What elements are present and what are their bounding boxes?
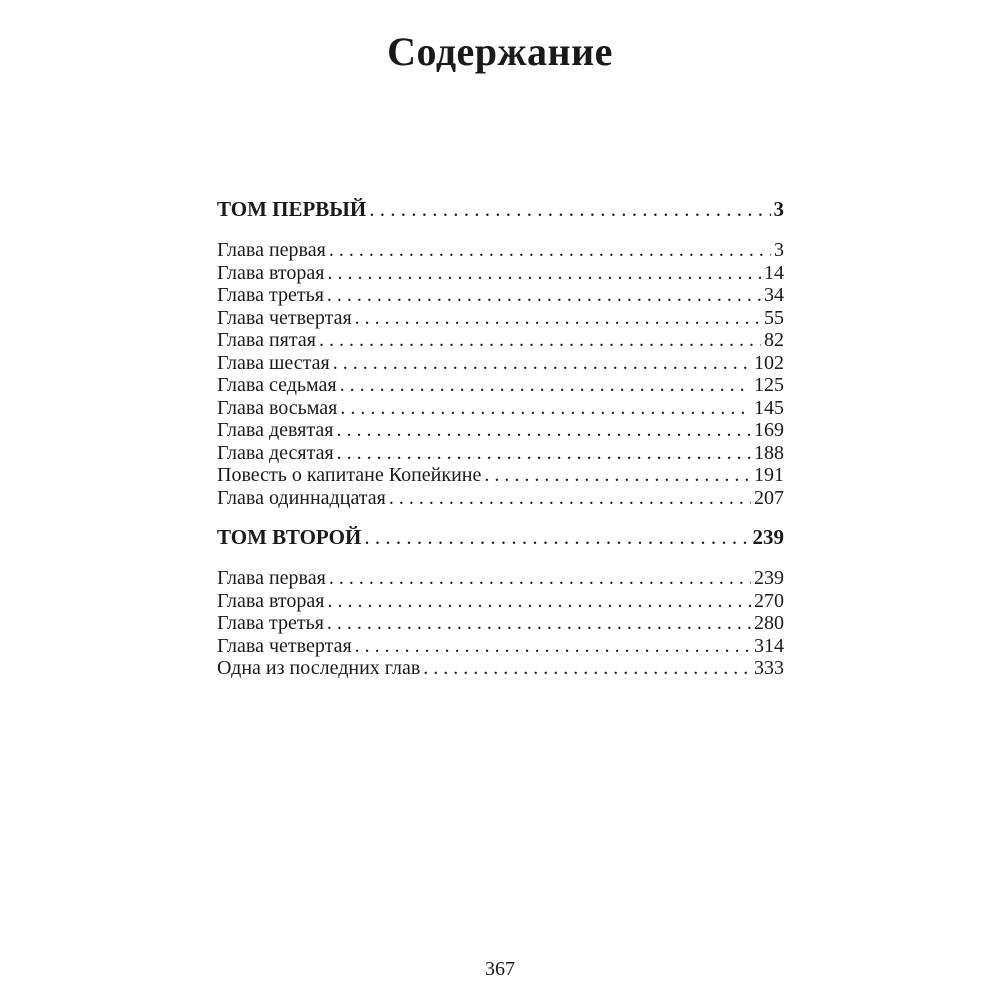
page-number: 367 [485,958,515,980]
toc-entry[interactable] [217,657,784,680]
toc-section-header[interactable] [217,197,784,221]
dot-leader [333,352,751,375]
toc-page-number: 191 [754,464,784,486]
toc-entry[interactable] [217,590,784,613]
dot-leader [484,464,751,487]
dot-leader [319,329,761,352]
toc-entry[interactable] [217,397,784,420]
dot-leader [389,487,751,510]
dot-leader [337,442,751,465]
toc-entry-label: Глава четвертая [217,306,352,329]
toc-entry[interactable] [217,635,784,658]
toc-page-number: 3 [774,239,784,261]
toc-page-number: 82 [764,329,784,351]
dot-leader [369,197,770,221]
dot-leader [336,419,751,442]
toc-page-number: 333 [754,657,784,679]
dot-leader [355,635,751,658]
toc-entry[interactable] [217,374,784,397]
dot-leader [327,262,761,285]
toc-page-number: 239 [752,525,784,549]
toc-section-volume-2 [217,525,784,680]
toc-entry-label: Глава девятая [217,419,334,441]
toc-entry-label: Глава одиннадцатая [217,486,386,509]
toc-entry-label: Глава третья [217,284,324,306]
toc-entry[interactable] [217,442,784,465]
dot-leader [327,612,751,635]
toc-entry-label: Глава пятая [217,329,316,351]
toc-page-number: 14 [764,261,784,284]
toc-page-number: 207 [754,486,784,509]
toc-entry[interactable] [217,307,784,330]
dot-leader [355,307,761,330]
toc-entry-label: Глава третья [217,612,324,634]
toc-page-number: 280 [754,612,784,634]
toc-section-label: ТОМ ПЕРВЫЙ [217,197,367,221]
dot-leader [340,397,751,420]
dot-leader [340,374,751,397]
toc-entry[interactable] [217,352,784,375]
table-of-contents [217,197,784,696]
toc-entry[interactable] [217,262,784,285]
toc-entry-label: Глава вторая [217,589,325,612]
toc-entry[interactable] [217,487,784,510]
toc-page-number: 55 [764,306,784,329]
toc-page-number: 169 [754,419,784,441]
toc-entry[interactable] [217,419,784,442]
toc-entry[interactable] [217,284,784,307]
toc-entry-label: Повесть о капитане Копейкине [217,464,482,486]
toc-entry-label: Глава первая [217,567,326,589]
toc-entry[interactable] [217,464,784,487]
toc-entry-label: Одна из последних глав [217,657,421,679]
toc-page-number: 239 [754,567,784,589]
toc-entry-label: Глава шестая [217,351,330,374]
toc-page-number: 314 [754,634,784,657]
toc-page-number: 125 [754,374,784,396]
toc-section-volume-1 [217,197,784,509]
toc-section-label: ТОМ ВТОРОЙ [217,525,362,549]
toc-entry[interactable] [217,567,784,590]
toc-section-header[interactable] [217,525,784,549]
toc-entry-label: Глава вторая [217,261,325,284]
toc-entry-label: Глава четвертая [217,634,352,657]
dot-leader [327,284,761,307]
toc-page-number: 188 [754,441,784,464]
dot-leader [329,239,771,262]
toc-entry-label: Глава первая [217,239,326,261]
dot-leader [327,590,751,613]
dot-leader [364,525,749,549]
toc-entry[interactable] [217,239,784,262]
toc-page-number: 145 [754,396,784,419]
toc-entry-label: Глава десятая [217,441,334,464]
toc-entry[interactable] [217,612,784,635]
page-title: Содержание [387,29,613,74]
toc-entry-label: Глава седьмая [217,374,337,396]
toc-page-number: 34 [764,284,784,306]
dot-leader [423,657,751,680]
toc-entry-label: Глава восьмая [217,396,338,419]
toc-entry[interactable] [217,329,784,352]
toc-page-number: 102 [754,351,784,374]
toc-page-number: 270 [754,589,784,612]
dot-leader [329,567,751,590]
toc-page-number: 3 [773,197,784,221]
